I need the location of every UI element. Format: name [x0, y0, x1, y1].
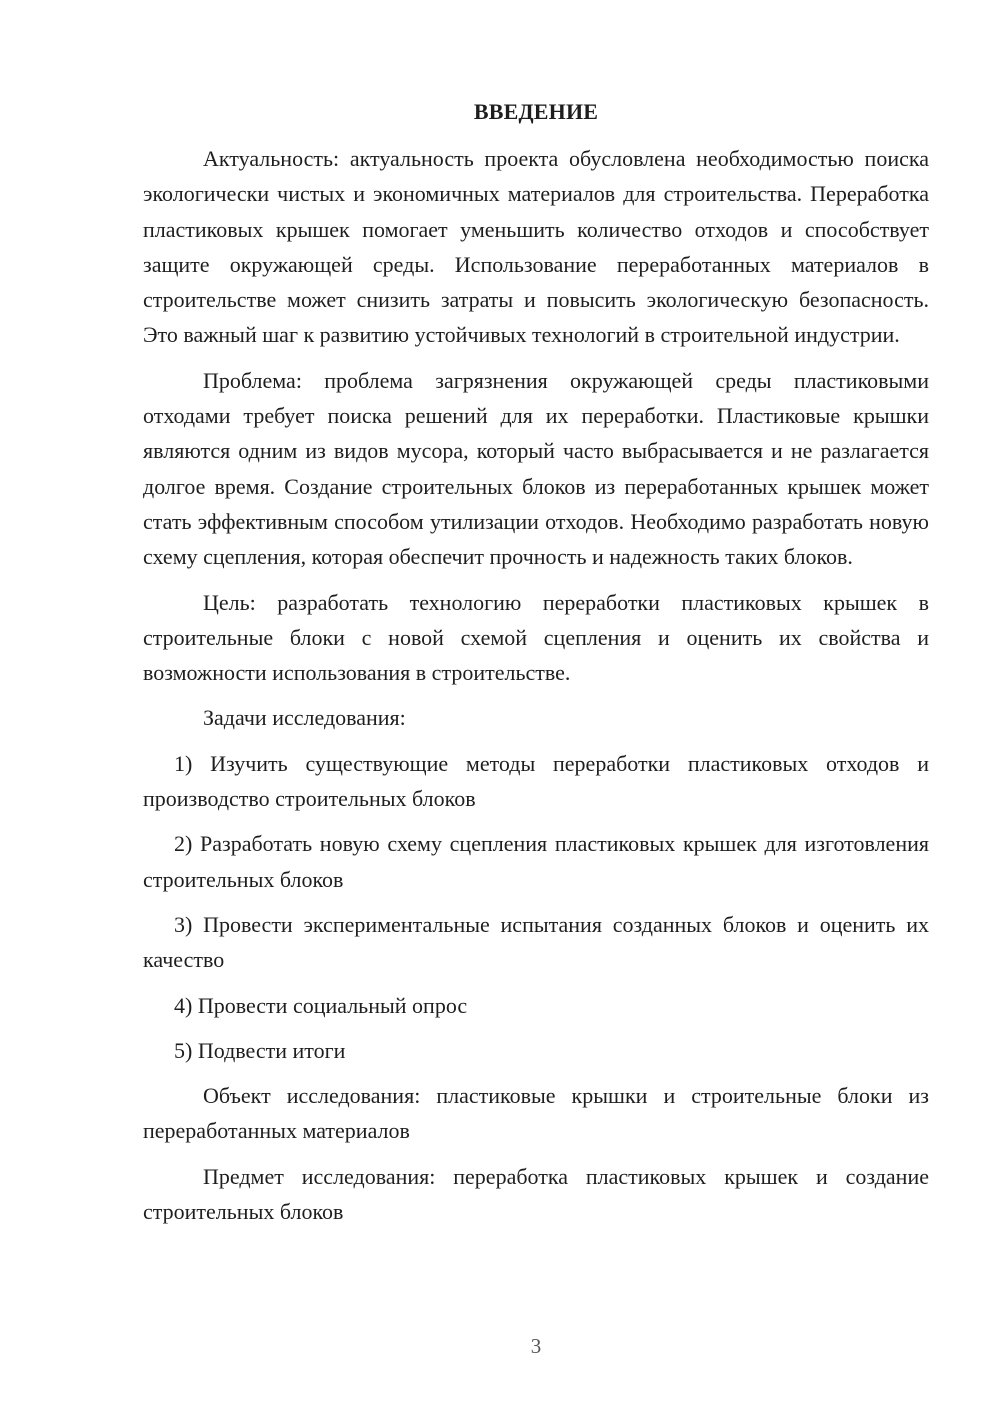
section-title: ВВЕДЕНИЕ: [473, 99, 599, 124]
page-number: 3: [530, 1334, 542, 1358]
document-body: [143, 141, 929, 1239]
tasks-heading: Задачи исследования:: [203, 705, 406, 731]
task-item: 5) Подвести итоги: [174, 1037, 346, 1063]
task-item: 3) Провести экспериментальные испытания созданных блоков и оценить их качество: [143, 911, 929, 973]
object-paragraph: Объект исследования: пластиковые крышки и строительные блоки из переработанных материалов: [143, 1083, 929, 1144]
task-item: 2) Разработать новую схему сцепления пластиковых крышек для изготовления строительных блоков: [143, 831, 929, 892]
task-item: 4) Провести социальный опрос: [174, 992, 468, 1018]
relevance-paragraph: Актуальность: актуальность проекта обусловлена необходимостью поиска экологически чистых и экономичных материалов для строительства. Переработка пластиковых крышек помогает уменьшить количество отходов и способствует защите окружающей среды. Использование переработанных материалов в строительстве может снизить затраты и повысить экологическую безопасность. Это важный шаг к развитию устойчивых технологий в строительной индустрии.: [143, 146, 929, 348]
task-item: 1) Изучить существующие методы переработки пластиковых отходов и производство строительных блоков: [143, 750, 929, 812]
subject-paragraph: Предмет исследования: переработка пластиковых крышек и создание строительных блоков: [143, 1163, 929, 1225]
problem-paragraph: Проблема: проблема загрязнения окружающей среды пластиковыми отходами требует поиска решений для их переработки. Пластиковые крышки являются одним из видов мусора, который часто выбрасывается и не разлагается долгое время. Создание строительных блоков из переработанных крышек может стать эффективным способом утилизации отходов. Необходимо разработать новую схему сцепления, которая обеспечит прочность и надежность таких блоков.: [143, 367, 929, 570]
goal-paragraph: Цель: разработать технологию переработки пластиковых крышек в строительные блоки с новой схемой сцепления и оценить их свойства и возможности использования в строительстве.: [143, 589, 929, 686]
